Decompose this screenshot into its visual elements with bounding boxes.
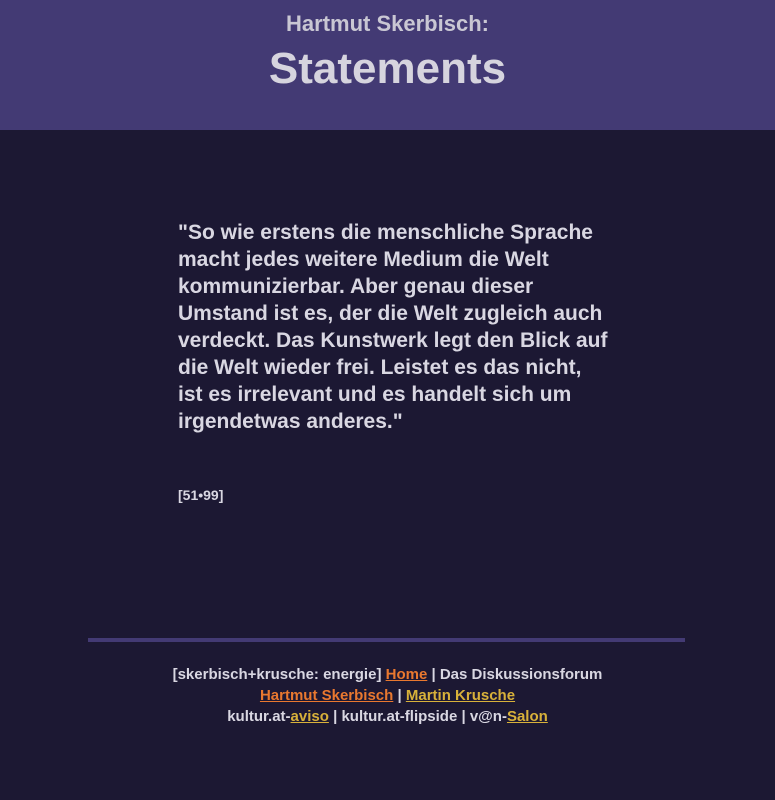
footer-nav [0, 664, 775, 727]
page-header [0, 0, 775, 130]
footer-line-1 [0, 664, 775, 685]
aviso-link[interactable]: aviso [290, 708, 329, 725]
footer-flipside-label: | kultur.at-flipside | v@n- [333, 708, 507, 725]
footer-line-2 [0, 685, 775, 706]
footer-line-3 [0, 706, 775, 727]
statement-reference: [51•99] [178, 487, 224, 503]
home-link[interactable]: Home [385, 666, 428, 683]
footer-project-label: [skerbisch+krusche: energie] [172, 666, 382, 683]
hartmut-skerbisch-link[interactable]: Hartmut Skerbisch [259, 687, 394, 704]
footer-divider [88, 638, 685, 642]
statement-quote: "So wie erstens die menschliche Sprache macht jedes weitere Medium die Welt kommunizierbar. Aber genau dieser Umstand ist es, der die Welt zugleich auch verdeckt. Das Kunstwerk legt den Blick auf die Welt wieder frei. Leistet es das nicht, ist es irrelevant und es handelt sich um irgendetwas anderes." [178, 221, 608, 433]
footer-kultur-label: kultur.at- [227, 708, 291, 725]
footer-forum-label: | Das Diskussionsforum [431, 666, 603, 683]
page-subtitle: Hartmut Skerbisch: [286, 11, 489, 36]
page-title: Statements [268, 44, 507, 93]
footer-separator: | [397, 687, 402, 704]
salon-link[interactable]: Salon [506, 708, 548, 725]
martin-krusche-link[interactable]: Martin Krusche [405, 687, 516, 704]
